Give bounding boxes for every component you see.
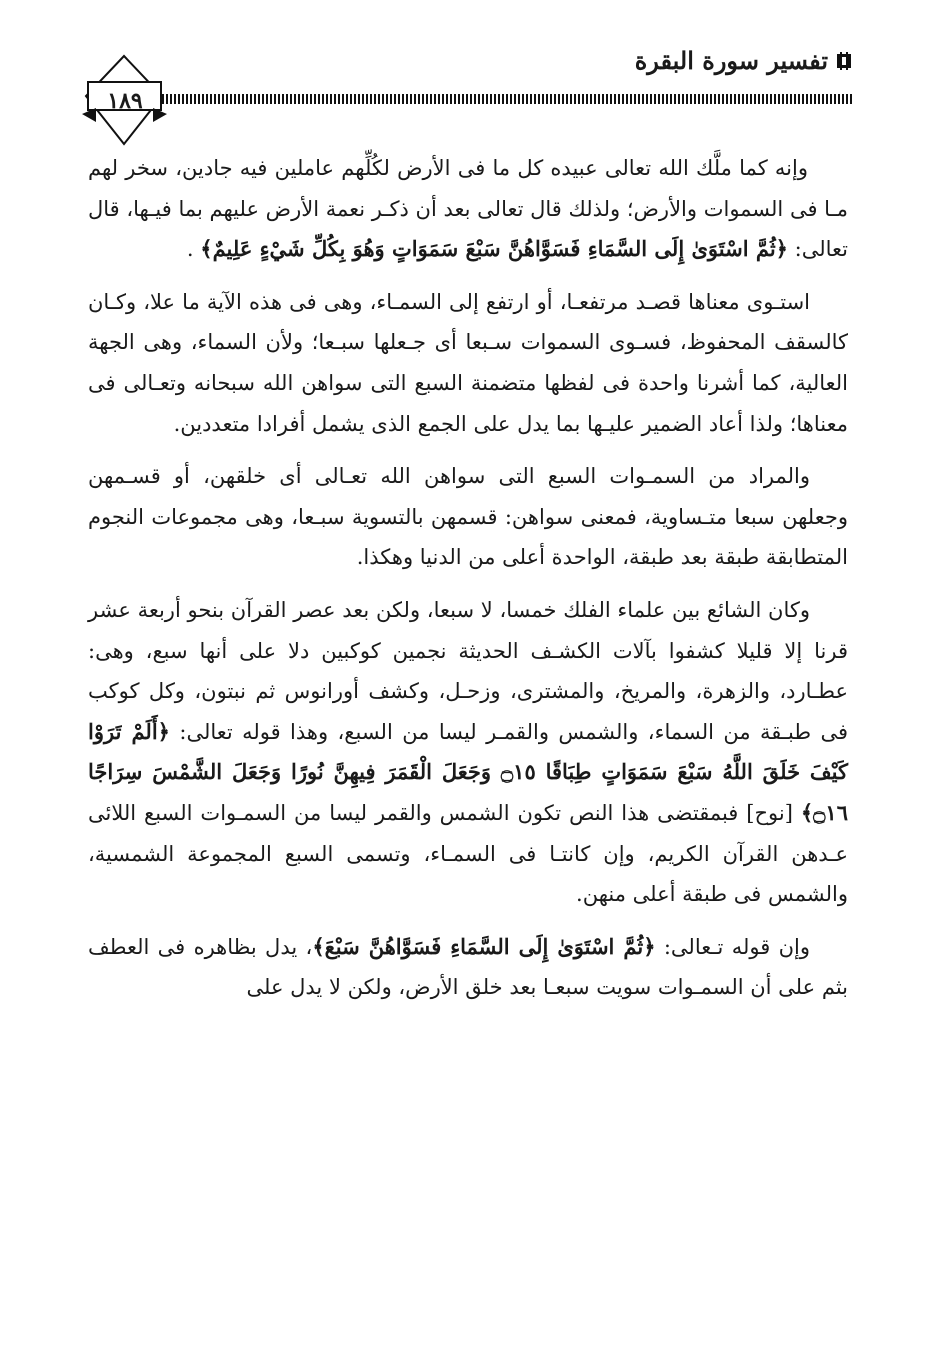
text-run: [نوح] فبمقتضى هذا النص تكون الشمس والقمر ليسا من السمـوات السبع اللائى عـدهن القرآن الكريم، وإن كانتـا فى السمـاء، وتسمى السبع المجموعة الشمسية، والشمس فى طبقة أعلى منهن. — [88, 800, 848, 907]
text-run: وإنه كما ملَّك الله تعالى عبيده كل ما فى الأرض لكُلِّهم عاملين فيه جادين، سخر لهم مـا فى السموات والأرض؛ ولذلك قال تعالى بعد أن ذكـر نعمة الأرض عليهم بما فيـها، قال تعالى: — [88, 156, 848, 262]
body-text — [88, 148, 848, 1020]
running-title — [635, 46, 852, 75]
paragraph-2 — [88, 282, 848, 444]
quran-verse: ﴿ثُمَّ اسْتَوَىٰ إِلَى السَّمَاءِ فَسَوَّاهُنَّ سَبْعَ﴾ — [312, 933, 656, 959]
quran-verse: ﴿ثُمَّ اسْتَوَىٰ إِلَى السَّمَاءِ فَسَوَّاهُنَّ سَبْعَ سَمَوَاتٍ وَهُوَ بِكُلِّ شَيْءٍ عَلِيمٌ﴾ — [200, 236, 788, 262]
page-header — [82, 44, 852, 144]
paragraph-1 — [88, 148, 848, 270]
paragraph-4 — [88, 590, 848, 915]
ornament-icon — [836, 52, 852, 70]
paragraph-3 — [88, 456, 848, 578]
page-number-badge — [82, 52, 167, 152]
quran-verse: ﴿أَلَمْ تَرَوْا كَيْفَ خَلَقَ اللَّهُ سَبْعَ سَمَوَاتٍ طِبَاقًا ۝١٥ وَجَعَلَ الْقَمَرَ فِيهِنَّ نُورًا وَجَعَلَ الشَّمْسَ سِرَاجًا ۝١٦﴾ — [88, 718, 849, 825]
running-title-text: تفسير سورة البقرة — [634, 46, 828, 75]
header-rule — [162, 94, 852, 104]
text-run: ، يدل بظاهره فى العطف بثم على أن السمـوات سويت سبعـا بعد خلق الأرض، ولكن لا يدل على — [88, 934, 848, 1000]
paragraph-5 — [88, 927, 848, 1008]
text-run: . — [186, 237, 201, 262]
text-run: وإن قوله تـعالى: — [655, 934, 811, 959]
text-run: وكان الشائع بين علماء الفلك خمسا، لا سبعا، ولكن بعد عصر القرآن بنحو أربعة عشر قرنا إلا قليلا كشفوا بآلات الكشـف الحديثة نجمين كوكبين دلا على أنها سبع، وهى: عطـارد، والزهرة، والمريخ، والمشترى، وزحـل، وكشف أورانوس ثم نبتون، وكل كوكب فى طبـقة من السماء، والشمس والقمـر ليسا من السبع، وهذا قوله تعالى: — [88, 597, 849, 744]
page-number: ١٨٩ — [107, 88, 143, 114]
text-run: والمراد من السمـوات السبع التى سواهن الله تعـالى أى خلقهن، أو قسـمهن وجعلهن سبعا متـساوية، فمعنى سواهن: قسمهن بالتسوية سبـعا، وهى مجموعات النجوم المتطابقة طبقة بعد طبقة، الواحدة أعلى من الدنيا وهكذا. — [88, 464, 848, 570]
text-run: استـوى معناها قصـد مرتفعـا، أو ارتفع إلى السمـاء، وهى فى هذه الآية ما علا، وكـان كالسقف المحفوظ، فسـوى السموات سـبعا أى جـعلها سبـعا؛ ولأن السماء، وهى الجهة العالية، كما أشرنا واحدة فى لفظها متضمنة السبع التى سواهن الله سبحانه وتعـالى فى معناها؛ ولذا أعاد الضمير عليـها بما يدل على الجمع الذى يشمل أفرادا متعددين. — [88, 289, 848, 436]
